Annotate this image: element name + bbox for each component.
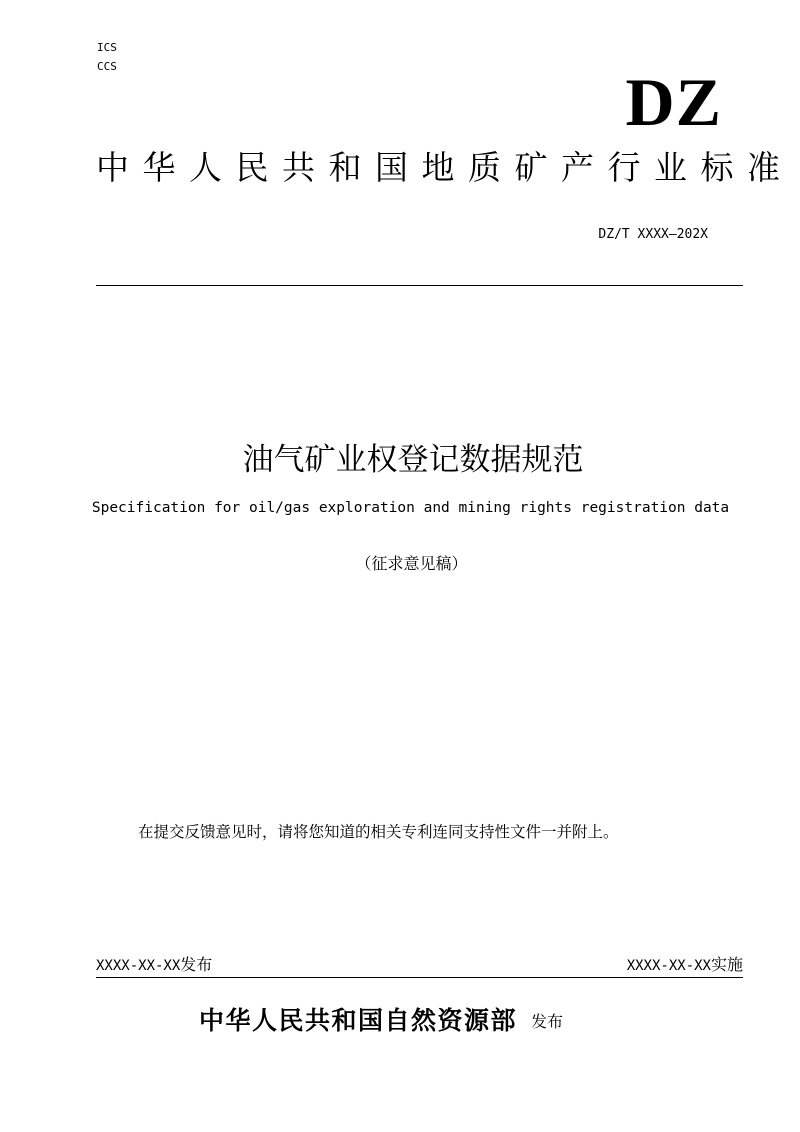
issuer-block [199,1001,563,1042]
implement-date-code: XXXX-XX-XX [626,958,711,974]
issuer-name: 中华人民共和国自然资源部 [199,1006,518,1035]
dz-logo: DZ [625,64,722,140]
bottom-divider [96,977,743,978]
publish-date-code: XXXX-XX-XX [96,958,181,974]
issuer-action: 发布 [531,1012,564,1031]
ics-label: ICS [97,41,117,54]
top-divider [96,285,743,286]
draft-stage-label: （征求意见稿） [355,554,468,573]
document-title-english: Specification for oil/gas exploration and mining rights registration data [91,500,730,516]
publish-date [96,954,212,977]
implement-date-suffix: 实施 [710,955,743,974]
industry-standard-title: 中华人民共和国地质矿产行业标准 [96,148,794,187]
publish-date-suffix: 发布 [180,955,213,974]
ccs-label: CCS [97,60,117,73]
implement-date [627,954,743,977]
patent-feedback-note: 在提交反馈意见时，请将您知道的相关专利连同支持性文件一并附上。 [138,823,619,841]
standard-number: DZ/T XXXX—202X [598,227,708,242]
document-title-chinese: 油气矿业权登记数据规范 [242,442,584,478]
